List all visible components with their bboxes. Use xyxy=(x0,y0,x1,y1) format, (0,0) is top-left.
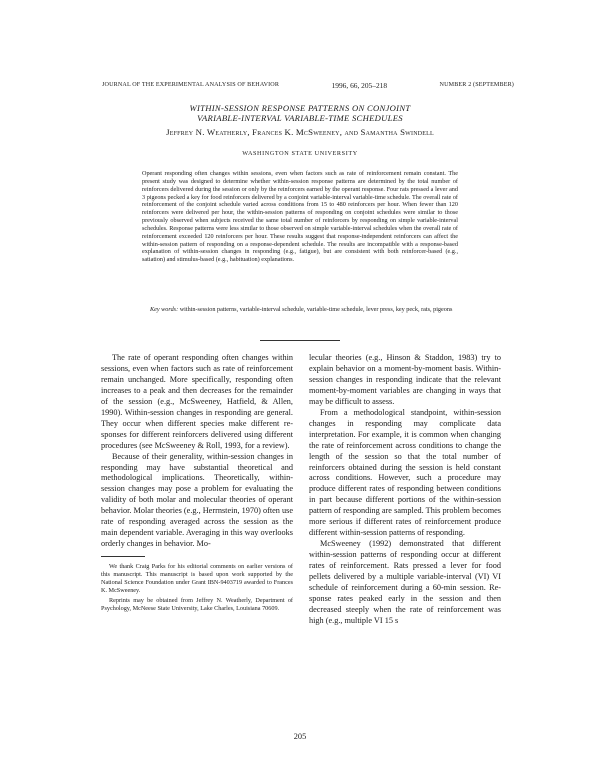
article-title xyxy=(120,103,480,123)
affiliation: WASHINGTON STATE UNIVERSITY xyxy=(242,150,358,157)
title-line: VARIABLE-INTERVAL VARIABLE-TIME SCHEDULES xyxy=(197,113,403,123)
body-paragraph: The rate of operant responding often changes within sessions, even when factors such as rate of reinforcement remain unchanged. More specifically, responding often increases to a peak and then decreases for the remainder of the session (e.g., McSweeney, Hatfield, & Allen, 1990). Within-session changes in responding are general. They occur when different species make different responses for different reinforcers delivered using different procedures (see McSweeney & Roll, 1993, for a review). xyxy=(101,353,293,450)
authors: Jeffrey N. Weatherly, Frances K. McSweeney, and Samantha Swindell xyxy=(166,127,434,137)
issue-number: NUMBER 2 (SEPTEMBER) xyxy=(439,82,514,88)
page-number: 205 xyxy=(293,732,307,741)
section-divider xyxy=(260,340,340,341)
journal-name: JOURNAL OF THE EXPERIMENTAL ANALYSIS OF BEHAVIOR xyxy=(102,82,280,88)
keywords-text: within-session patterns, variable-interval schedule, variable-time schedule, lever press, key peck, rats, pigeons xyxy=(179,306,453,313)
abstract: Operant responding often changes within sessions, even when factors such as rate of reinforcement remain constant. The present study was designed to determine whether within-session response patterns are determined by the total number of reinforcers delivered during the session or only by the reinforcers earned by the operant response. Four rats pressed a lever and 3 pigeons pecked a key for food reinforcers delivered by a conjoint variable-interval variable-time schedule. The overall rate of reinforcement of the conjoint schedule varied across conditions from 15 to 480 reinforcers per hour. When fewer than 120 reinforcers were delivered per hour, the within-session patterns of responding on conjoint schedules were similar to those previously observed when subjects received the same total number of reinforcers by responding on simple variable-interval schedules. Response patterns were less similar to those observed on simple variable-interval schedules when the overall rate of reinforcement exceeded 120 reinforcers per hour. These results suggest that response-independent reinforcers can affect the within-session pattern of responding on a response-dependent schedule. The results are incompatible with a response-based explanation of within-session changes in responding (e.g., fatigue), but are consistent with both reinforcer-based (e.g., satiation) and stimulus-based (e.g., habituation) explanations. xyxy=(142,170,458,264)
reprint-footnote: Reprints may be obtained from Jeffrey N. Weatherly, Department of Psychology, McNeese State University, Lake Charles, Louisiana 70609. xyxy=(101,597,293,613)
citation: 1996, 66, 205–218 xyxy=(331,81,388,90)
footnotes xyxy=(101,563,293,616)
right-column xyxy=(309,353,501,627)
running-head xyxy=(102,82,514,90)
acknowledgment-footnote: We thank Craig Parks for his editorial comments on earlier versions of this manuscript. This manuscript is based upon work supported by the National Science Foundation under Grant IBN-9403719 awarded to Frances K. McSweeney. xyxy=(101,563,293,594)
keywords xyxy=(142,306,458,314)
body-paragraph: From a methodological standpoint, within-session changes in responding may complicate data interpretation. For example, it is common when changing the rate of reinforcement across conditions to change the length of the session so that the total number of reinforcers obtained during the session is held constant across conditions. However, such a procedure may produce different rates of responding between conditions in part because different portions of the within-session pattern of responding are sampled. This problem becomes more serious if different rates of reinforcement produce different within-session patterns of responding. xyxy=(309,407,501,538)
title-line: WITHIN-SESSION RESPONSE PATTERNS ON CONJOINT xyxy=(189,103,411,113)
body-paragraph: Because of their generality, within-session changes in responding may have substantial theoretical and methodological implications. Theoretically, within-session changes may pose a problem for evaluating the validity of both molar and molecular theories of operant behavior. Molar theories (e.g., Herrnstein, 1970) often use rate of responding averaged across the session as the main dependent variable. Averaging in this way overlooks orderly changes in behavior. Mo- xyxy=(101,451,293,549)
body-paragraph-continued: lecular theories (e.g., Hinson & Staddon, 1983) try to explain behavior on a moment-by-moment basis. Within-session changes in responding indicate that the relevant moment-by-moment variables are changing in ways that may be difficult to assess. xyxy=(309,353,501,406)
body-paragraph: McSweeney (1992) demonstrated that different within-session patterns of responding occur at different rates of reinforcement. Rats pressed a lever for food pellets delivered by a multiple variable-interval (VI) VI schedule of reinforcement during a 60-min session. Response rates peaked early in the session and then decreased steeply when the rate of reinforcement was high (e.g., multiple VI 15 s xyxy=(309,539,501,625)
keywords-label: Key words: xyxy=(150,306,179,313)
left-column xyxy=(101,353,293,550)
footnote-divider xyxy=(101,556,145,557)
